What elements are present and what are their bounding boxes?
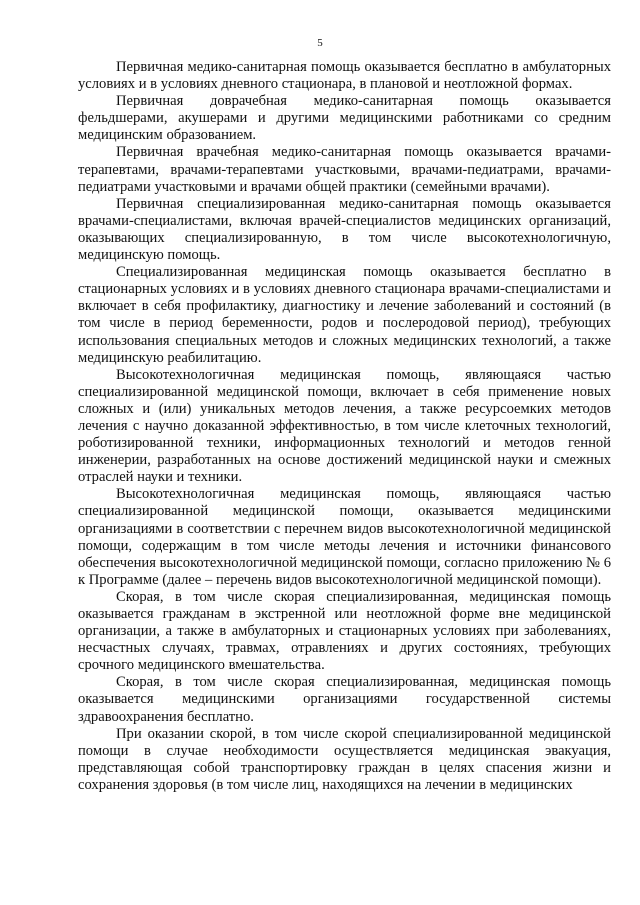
paragraph-high-tech-care-provision: Высокотехнологичная медицинская помощь, являющаяся частью специализированной медицинской помощи, оказывается медицинскими организациями в соответствии с перечнем видов высокотехнологичной медицинской помощи, содержащим в том числе методы лечения и источники финансового обеспечения высокотехнологичной медицинской помощи, согласно приложению № 6 к Программе (далее – перечень видов высокотехнологичной медицинской помощи). (78, 486, 611, 588)
paragraph-primary-care: Первичная медико-санитарная помощь оказывается бесплатно в амбулаторных условиях и в условиях дневного стационара, в плановой и неотложной формах. (78, 59, 611, 93)
paragraph-specialized-primary-care: Первичная специализированная медико-санитарная помощь оказывается врачами-специалистами, включая врачей-специалистов медицинских организаций, оказывающих специализированную, в том числе высокотехнологичную, медицинскую помощь. (78, 195, 611, 264)
paragraph-emergency-care-free: Скорая, в том числе скорая специализированная, медицинская помощь оказывается медицинскими организациями государственной системы здравоохранения бесплатно. (78, 674, 611, 725)
paragraph-medical-evacuation: При оказании скорой, в том числе скорой специализированной медицинской помощи в случае необходимости осуществляется медицинская эвакуация, представляющая собой транспортировку граждан в целях спасения жизни и сохранения здоровья (в том числе лиц, находящихся на лечении в медицинских (78, 725, 611, 793)
page-number: 5 (317, 37, 323, 49)
paragraph-physician-care: Первичная врачебная медико-санитарная помощь оказывается врачами-терапевтами, врачами-терапевтами участковыми, врачами-педиатрами, врачами-педиатрами участковыми и врачами общей практики (семейными врачами). (78, 144, 611, 195)
document-body (78, 59, 611, 794)
paragraph-high-tech-care-definition: Высокотехнологичная медицинская помощь, являющаяся частью специализированной медицинской помощи, включает в себя применение новых сложных и (или) уникальных методов лечения, а также ресурсоемких методов лечения с научно доказанной эффективностью, в том числе клеточных технологий, роботизированной техники, информационных технологий и методов генной инженерии, разработанных на основе достижений медицинской науки и смежных отраслей науки и техники. (78, 366, 611, 486)
paragraph-emergency-care: Скорая, в том числе скорая специализированная, медицинская помощь оказывается гражданам в экстренной или неотложной форме вне медицинской организации, а также в амбулаторных и стационарных условиях при заболеваниях, несчастных случаях, травмах, отравлениях и других состояниях, требующих срочного медицинского вмешательства. (78, 588, 611, 674)
paragraph-specialized-care: Специализированная медицинская помощь оказывается бесплатно в стационарных условиях и в условиях дневного стационара врачами-специалистами и включает в себя профилактику, диагностику и лечение заболеваний и состояний (в том числе в период беременности, родов и послеродовой период), требующих использования специальных методов и сложных медицинских технологий, а также медицинскую реабилитацию. (78, 264, 611, 366)
paragraph-pre-physician-care: Первичная доврачебная медико-санитарная помощь оказывается фельдшерами, акушерами и другими медицинскими работниками со средним медицинским образованием. (78, 93, 611, 144)
